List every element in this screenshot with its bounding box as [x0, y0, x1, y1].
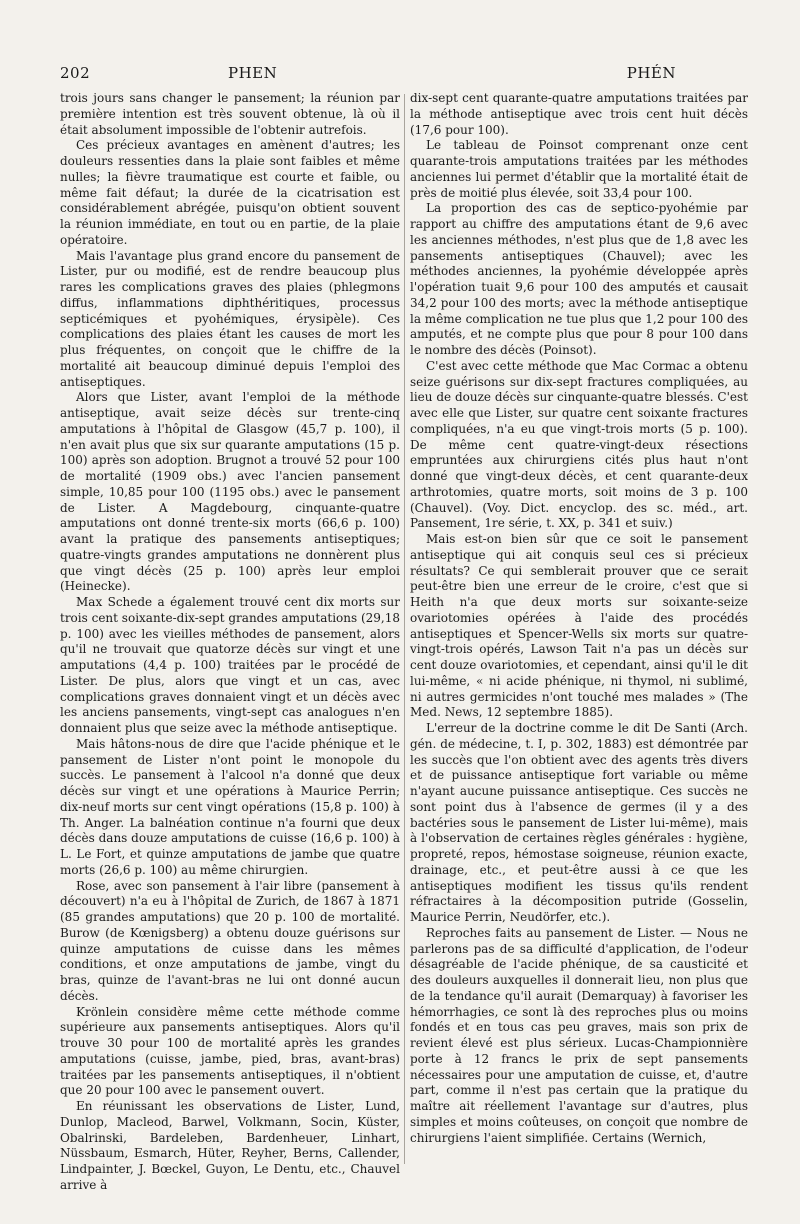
- header-left-title: PHEN: [228, 64, 278, 82]
- paragraph: Mais l'avantage plus grand encore du pansement de Lister, pur ou modifié, est de rendre beaucoup plus rares les complications graves des plaies (phlegmons diffus, inflammations diphthéritiques, processus septicémiques et pyohémiques, érysipèle). Ces complications des plaies étant les causes de mort les plus fréquentes, on conçoit que le chiffre de la mortalité ait beaucoup diminué depuis l'emploi des antiseptiques.: [60, 248, 400, 389]
- paragraph: Alors que Lister, avant l'emploi de la méthode antiseptique, avait seize décès sur trente-cinq amputations à l'hôpital de Glasgow (45,7 p. 100), il n'en avait plus que six sur quarante amputations (15 p. 100) après son adoption. Brugnot a trouvé 52 pour 100 de mortalité (1909 obs.) avec l'ancien pansement simple, 10,85 pour 100 (1195 obs.) avec le pansement de Lister. A Magdebourg, cinquante-quatre amputations ont donné trente-six morts (66,6 p. 100) avant la pratique des pansements antiseptiques; quatre-vingts grandes amputations ne donnèrent plus que vingt décès (25 p. 100) après leur emploi (Heinecke).: [60, 390, 400, 594]
- paragraph: L'erreur de la doctrine comme le dit De Santi (Arch. gén. de médecine, t. I, p. 302, 1883) est démontrée par les succès que l'on obtient avec des agents très divers et de puissance antiseptique fort variable ou même n'ayant aucune puissance antiseptique. Ces succès ne sont point dus à l'absence de germes (il y a des bactéries sous le pansement de Lister lui-même), mais à l'observation de certaines règles générales : hygiène, propreté, repos, hémostase soigneuse, réunion exacte, drainage, etc., et peut-être aussi à ce que les antiseptiques modifient les tissus qu'ils rendent réfractaires à la décomposition putride (Gosselin, Maurice Perrin, Neudörfer, etc.).: [410, 721, 748, 924]
- left-column: [60, 91, 400, 1194]
- paragraph: dix-sept cent quarante-quatre amputations traitées par la méthode antiseptique avec trois cent huit décès (17,6 pour 100).: [410, 91, 748, 137]
- paragraph: Reproches faits au pansement de Lister. — Nous ne parlerons pas de sa difficulté d'application, de l'odeur désagréable de l'acide phénique, de sa causticité et des douleurs auxquelles il donnerait lieu, non plus que de la tendance qu'il aurait (Demarquay) à favoriser les hémorrhagies, ce sont là des reproches plus ou moins fondés et en tous cas peu graves, mais son prix de revient élevé est plus sérieux. Lucas-Championnière porte à 12 francs le prix de sept pansements nécessaires pour une amputation de cuisse, et, d'autre part, comme il n'est pas certain que la pratique du maître ait réellement l'avantage sur d'autres, plus simples et moins coûteuses, on conçoit que nombre de chirurgiens l'aient simplifiée. Certains (Wernich,: [410, 925, 748, 1145]
- paragraph: Le tableau de Poinsot comprenant onze cent quarante-trois amputations traitées par les méthodes anciennes lui permet d'établir que la mortalité était de près de moitié plus élevée, soit 33,4 pour 100.: [410, 138, 748, 200]
- paragraph: La proportion des cas de septico-pyohémie par rapport au chiffre des amputations étant de 9,6 avec les anciennes méthodes, n'est plus que de 1,8 avec les pansements antiseptiques (Chauvel); avec les méthodes anciennes, la pyohémie développée après l'opération tuait 9,6 pour 100 des amputés et causait 34,2 pour 100 des morts; avec la méthode antiseptique la même complication ne tue plus que 1,2 pour 100 des amputés, et ne compte plus que pour 8 pour 100 dans le nombre des décès (Poinsot).: [410, 201, 748, 357]
- paragraph: Max Schede a également trouvé cent dix morts sur trois cent soixante-dix-sept grandes amputations (29,18 p. 100) avec les vieilles méthodes de pansement, alors qu'il ne trouvait que quatorze décès sur vingt et une amputations (4,4 p. 100) traitées par le procédé de Lister. De plus, alors que vingt et un cas, avec complications graves donnaient vingt et un décès avec les anciens pansements, vingt-sept cas analogues n'en donnaient plus que seize avec la méthode antiseptique.: [60, 595, 400, 735]
- paragraph: Mais est-on bien sûr que ce soit le pansement antiseptique qui ait conquis seul ces si précieux résultats? Ce qui semblerait prouver que ce serait peut-être bien une erreur de le croire, c'est que si Heith n'a que deux morts sur soixante-seize ovariotomies opérées à l'aide des procédés antiseptiques et Spencer-Wells six morts sur quatre-vingt-trois opérés, Lawson Tait n'a pas un décès sur cent douze ovariotomies, et cependant, ainsi qu'il le dit lui-même, « ni acide phénique, ni thymol, ni sublimé, ni autres germicides n'ont touché mes malades » (The Med. News, 12 septembre 1885).: [410, 532, 748, 720]
- paragraph: C'est avec cette méthode que Mac Cormac a obtenu seize guérisons sur dix-sept fractures compliquées, au lieu de douze décès sur cinquante-quatre blessés. C'est avec elle que Lister, sur quatre cent soixante fractures compliquées, n'a eu que vingt-trois morts (5 p. 100). De même cent quatre-vingt-deux résections empruntées aux chirurgiens cités plus haut n'ont donné que vingt-deux décès, et cent quarante-deux arthrotomies, quatre morts, soit moins de 3 p. 100 (Chauvel). (Voy. Dict. encyclop. des sc. méd., art. Pansement, 1re série, t. XX, p. 341 et suiv.): [410, 358, 748, 531]
- paragraph: Mais hâtons-nous de dire que l'acide phénique et le pansement de Lister n'ont point le monopole du succès. Le pansement à l'alcool n'a donné que deux décès sur vingt et une opérations à Maurice Perrin; dix-neuf morts sur cent vingt opérations (15,8 p. 100) à Th. Anger. La balnéation continue n'a fourni que deux décès dans douze amputations de cuisse (16,6 p. 100) à L. Le Fort, et quinze amputations de jambe que quatre morts (26,6 p. 100) au même chirurgien.: [60, 736, 400, 877]
- paragraph: trois jours sans changer le pansement; la réunion par première intention est très souvent obtenue, là où il était absolument impossible de l'obtenir autrefois.: [60, 91, 400, 137]
- paragraph: Ces précieux avantages en amènent d'autres; les douleurs ressenties dans la plaie sont faibles et même nulles; la fièvre traumatique est courte et faible, ou même fait défaut; la durée de la cicatrisation est considérablement abrégée, puisqu'on obtient souvent la réunion immédiate, en tout ou en partie, de la plaie opératoire.: [60, 138, 400, 247]
- paragraph: Rose, avec son pansement à l'air libre (pansement à découvert) n'a eu à l'hôpital de Zurich, de 1867 à 1871 (85 grandes amputations) que 20 p. 100 de mortalité. Burow (de Kœnigsberg) a obtenu douze guérisons sur quinze amputations de cuisse dans les mêmes conditions, et onze amputations de jambe, vingt du bras, quinze de l'avant-bras ne lui ont donné aucun décès.: [60, 878, 400, 1003]
- page-number: 202: [60, 64, 91, 82]
- paragraph: Krönlein considère même cette méthode comme supérieure aux pansements antiseptiques. Alors qu'il trouve 30 pour 100 de mortalité après les grandes amputations (cuisse, jambe, pied, bras, avant-bras) traitées par les pansements antiseptiques, il n'obtient que 20 pour 100 avec le pansement ouvert.: [60, 1004, 400, 1098]
- paragraph: En réunissant les observations de Lister, Lund, Dunlop, Macleod, Barwel, Volkmann, Socin, Küster, Obalrinski, Bardeleben, Bardenheuer, Linhart, Nüssbaum, Esmarch, Hüter, Reyher, Berns, Callender, Lindpainter, J. Bœckel, Guyon, Le Dentu, etc., Chauvel arrive à: [60, 1099, 400, 1192]
- running-header: [60, 64, 748, 84]
- column-divider: [404, 94, 405, 1164]
- right-column: [410, 91, 748, 1146]
- header-right-title: PHÉN: [626, 64, 676, 82]
